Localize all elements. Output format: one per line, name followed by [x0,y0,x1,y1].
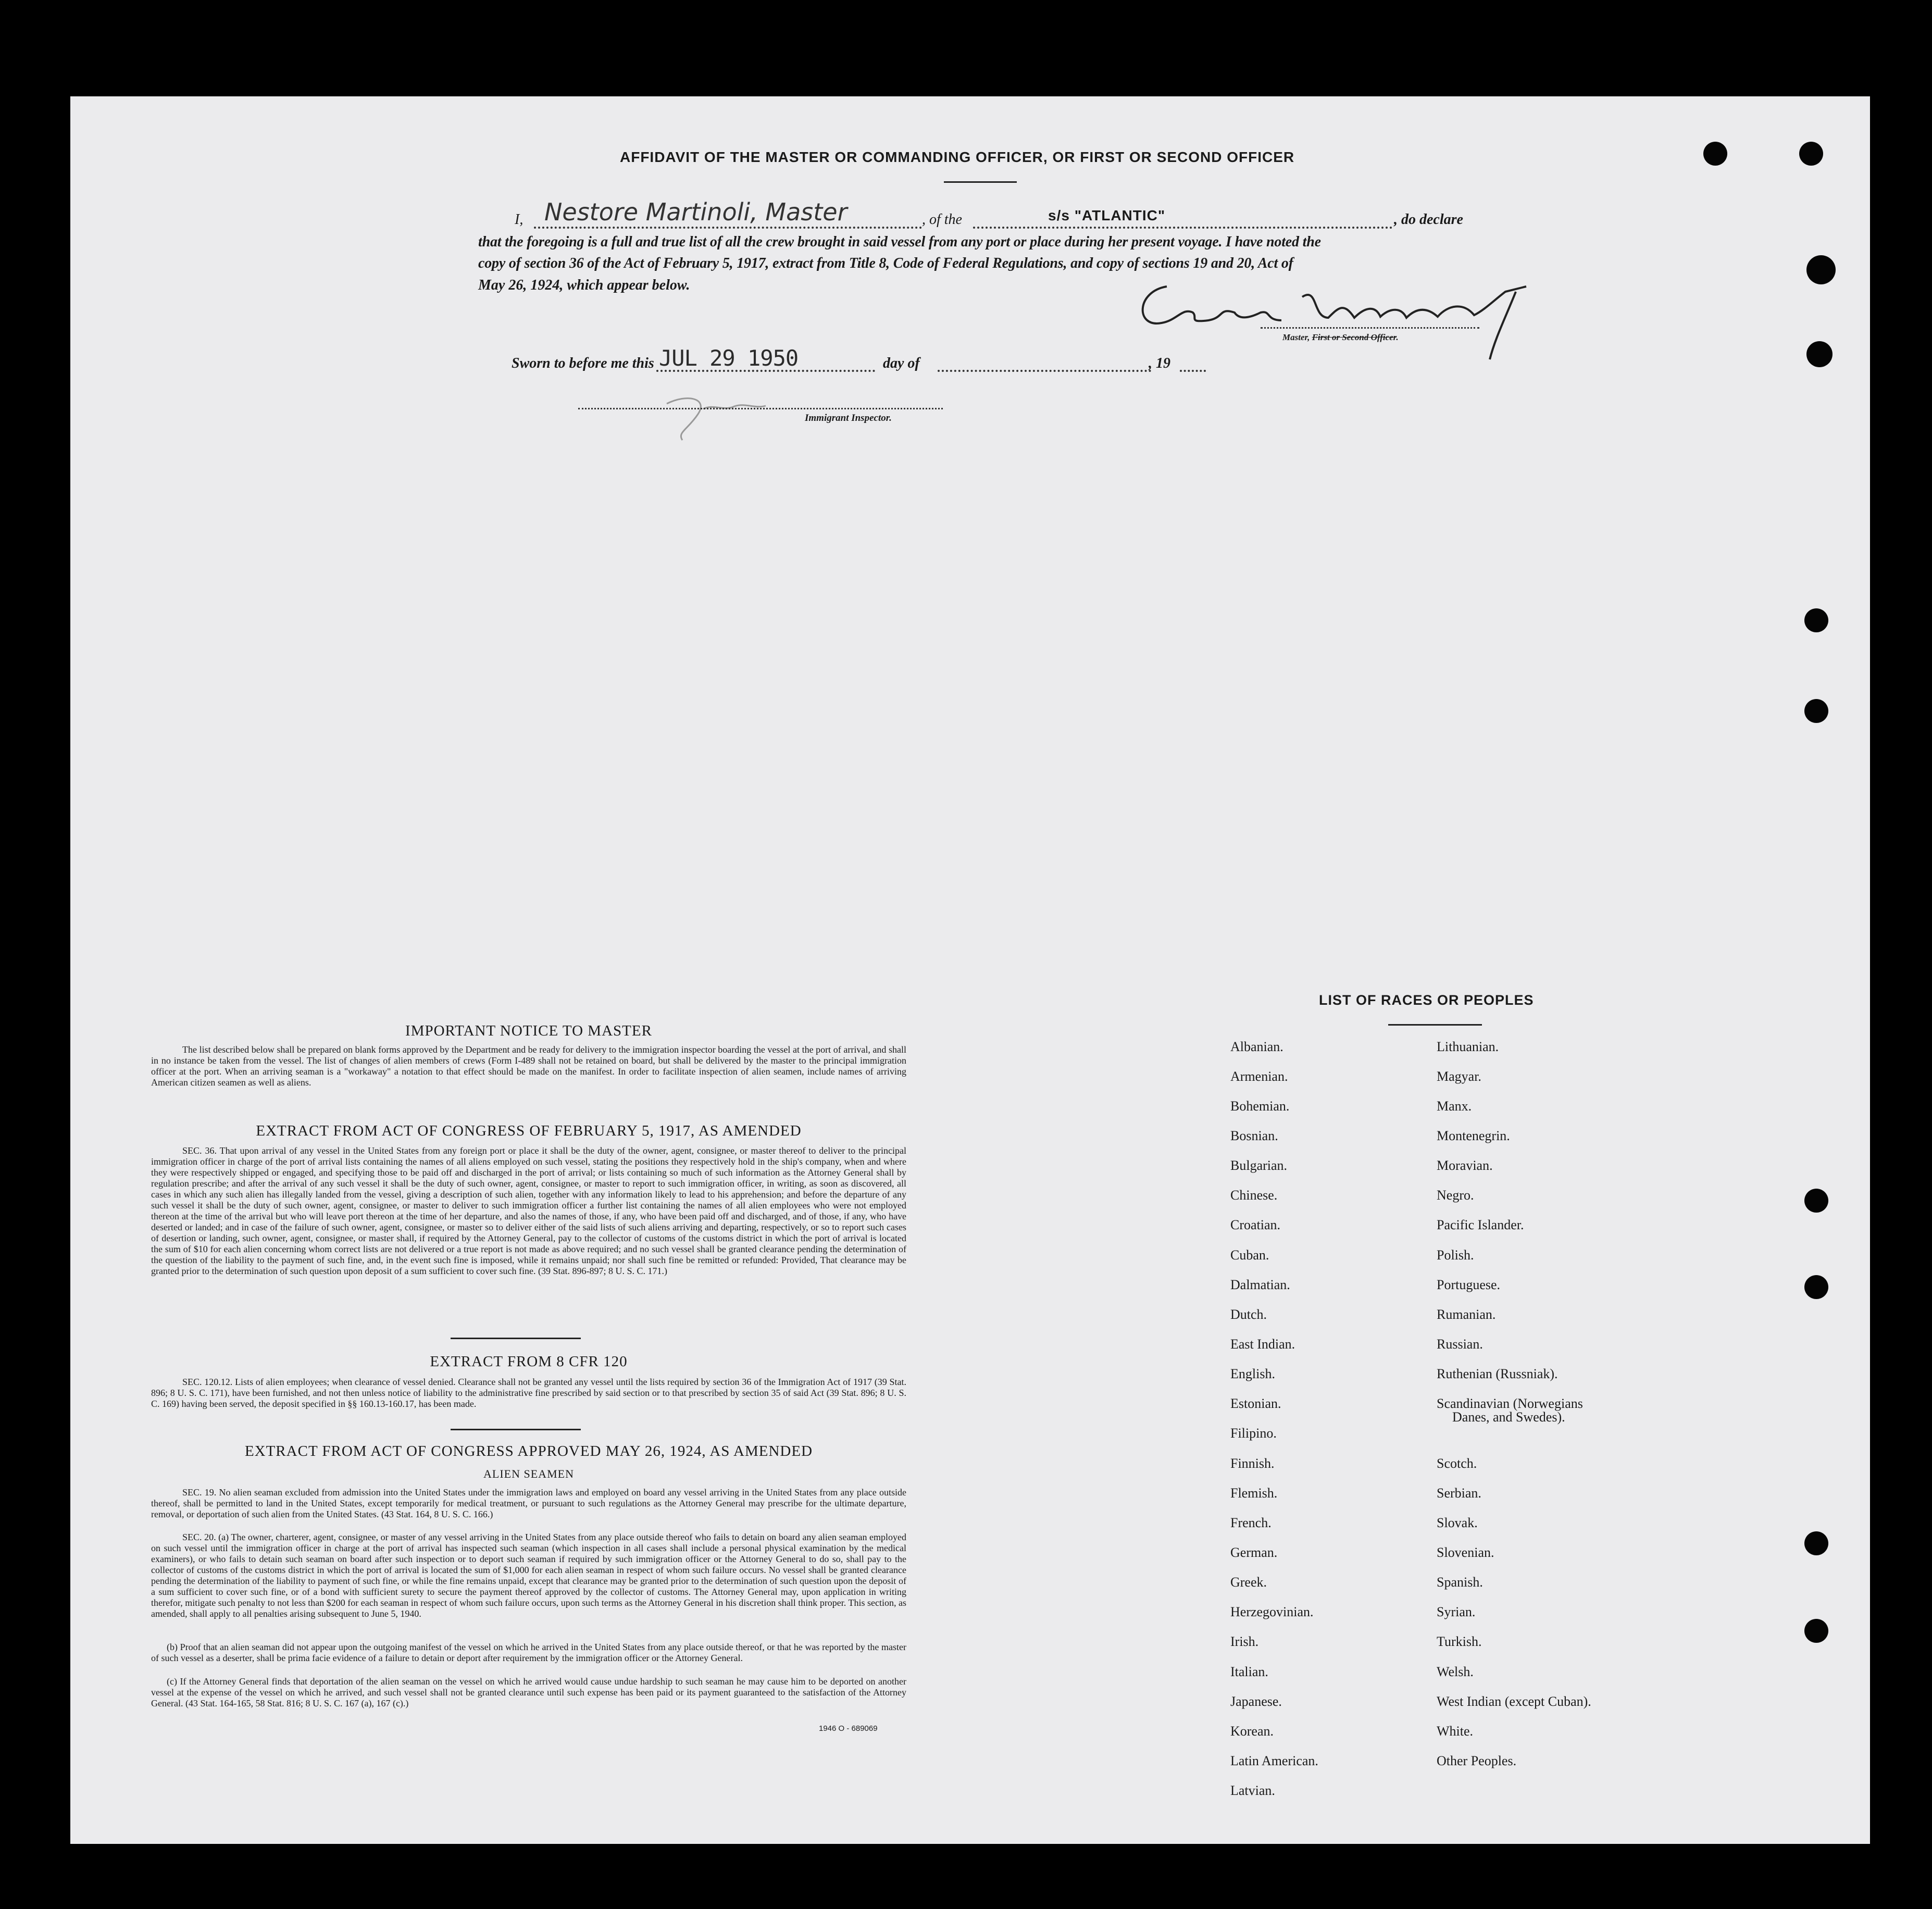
race-item: Turkish. [1437,1634,1482,1649]
punch-hole [1804,1531,1828,1555]
race-item: Scandinavian (Norwegians [1437,1396,1583,1411]
race-item: Ruthenian (Russniak). [1437,1366,1558,1381]
affidavit-line-2: that the foregoing is a full and true list of all the crew brought in said vessel from any port or place during her present voyage. I have noted the [478,234,1321,250]
sworn-date-stamp: JUL 29 1950 [659,345,799,371]
inspector-caption: Immigrant Inspector. [805,413,892,423]
punch-hole [1804,1619,1828,1643]
signer-caption [1282,332,1399,343]
master-signature [1130,271,1547,375]
race-item: Lithuanian. [1437,1039,1499,1054]
affidavit-i-label: I, [515,211,523,228]
race-item: Spanish. [1437,1575,1483,1590]
race-item: Croatian. [1230,1217,1281,1232]
race-item: Albanian. [1230,1039,1283,1054]
race-item: Filipino. [1230,1426,1277,1441]
extract-cfr-title: EXTRACT FROM 8 CFR 120 [430,1353,628,1370]
race-item: Bohemian. [1230,1099,1290,1114]
sworn-label: Sworn to before me this [512,355,654,371]
race-item: White. [1437,1724,1474,1739]
race-item: Welsh. [1437,1664,1474,1679]
notice-title: IMPORTANT NOTICE TO MASTER [405,1022,652,1039]
race-item: Latin American. [1230,1753,1318,1768]
race-item: Scotch. [1437,1456,1477,1471]
of-the-label: , of the [922,211,962,228]
race-item: Armenian. [1230,1069,1288,1084]
year-line [1180,370,1206,372]
extract-1924-title: EXTRACT FROM ACT OF CONGRESS APPROVED MAY 26, 1924, AS AMENDED [244,1443,813,1459]
race-item: Serbian. [1437,1486,1481,1501]
month-line [938,370,1151,372]
punch-hole [1806,341,1833,367]
race-item: Japanese. [1230,1694,1282,1709]
day-of-label: day of [883,355,920,371]
affidavit-title: AFFIDAVIT OF THE MASTER OR COMMANDING OFFICER, OR FIRST OR SECOND OFFICER [620,149,1295,165]
races-right-column [1437,1039,1687,1810]
races-left-column [1230,1039,1439,1810]
punch-hole [1804,608,1828,632]
race-item: Montenegrin. [1437,1128,1510,1143]
signer-caption-end: . [1396,332,1399,342]
title-rule [944,181,1017,183]
punch-hole [1804,1275,1828,1299]
affidavit-line-4: May 26, 1924, which appear below. [478,277,690,293]
race-item: Irish. [1230,1634,1259,1649]
race-item: Chinese. [1230,1188,1278,1203]
master-name: Nestore Martinoli, Master [544,198,847,226]
extract-1917-title: EXTRACT FROM ACT OF CONGRESS OF FEBRUARY 5, 1917, AS AMENDED [256,1122,802,1139]
signature-line [1261,327,1479,329]
race-item: Portuguese. [1437,1277,1501,1292]
race-item: Syrian. [1437,1604,1476,1619]
race-item: English. [1230,1366,1275,1381]
extract-cfr-text: SEC. 120.12. Lists of alien employees; when clearance of vessel denied. Clearance shall not be granted any vessel until the lists required by section 36 of the Immigration Act of 1917 (39 Stat. 896; 8 U. S. C. 171), have been furnished, and not then unless notice of liability to the administrative fine prescribed by said section or to that prescribed by section 35 of said Act (39 Stat. 896; 8 U. S. C. 169) having been served, the deposit specified in §§ 160.13-160.17, has been made. [151,1377,906,1409]
inspector-line [578,408,943,409]
race-item: Herzegovinian. [1230,1604,1314,1619]
affidavit-line-3: copy of section 36 of the Act of February 5, 1917, extract from Title 8, Code of Federal Regulations, and copy of sections 19 and 20, Act of [478,255,1293,271]
year-label: , 19 [1149,355,1170,371]
extract-1924-sec20c: (c) If the Attorney General finds that deportation of the alien seaman on the vessel on which he arrived would cause undue hardship to such seaman he may cause him to be deported on another vessel at the expense of the vessel on which he arrived, and such vessel shall not be granted clearance until such expense has been paid or its payment guaranteed to the satisfaction of the Attorney General. (43 Stat. 164-165, 58 Stat. 816; 8 U. S. C. 167 (a), 167 (c).) [151,1676,906,1708]
race-item: West Indian (except Cuban). [1437,1694,1591,1709]
notice-text: The list described below shall be prepared on blank forms approved by the Department and be ready for delivery to the immigration inspector boarding the vessel at the port of arrival, and shall in no instance be taken from the vessel. The list of changes of alien members of crews (Form I-489 shall not be retained on board, but shall be delivered by the master to the principal immigration officer at the port. When an arriving seaman is a "workaway" a notation to that effect should be made on the manifest. In order to facilitate inspection of alien seamen, include names of arriving American citizen seamen as well as aliens. [151,1044,906,1088]
do-declare-label: , do declare [1394,211,1463,228]
print-code: 1946 O - 689069 [819,1724,878,1733]
punch-hole [1804,1189,1828,1213]
race-item: Cuban. [1230,1247,1269,1263]
inspector-initials [656,383,792,445]
extract-1924-sec20a: SEC. 20. (a) The owner, charterer, agent, consignee, or master of any vessel arriving in the United States from any place outside thereof who fails to detain on board any alien seaman employed on such vessel until the immigration officer in charge at the port of arrival has inspected such seaman (which inspection in all cases shall include a personal physical examination by the medical examiners), or who fails to detain such seaman on board after such inspection or to deport such seaman if required by such immigration officer or the Attorney General to do so, shall pay to the collector of customs of the customs district in which the port of arrival is located the sum of $1,000 for each alien seaman in respect of whom such failure occurs. No vessel shall be granted clearance pending the determination of the liability to payment of such fine, or while the fine remains unpaid, except that clearance may be granted prior to the determination of such question upon the deposit of a sum sufficient to cover such fine, or of a bond with sufficient surety to secure the payment thereof approved by the collector of customs. The Attorney General may, upon application in writing therefor, mitigate such penalty to not less than $200 for each seaman in respect of whom such failure occurs, upon such terms as the Attorney General in his discretion shall think proper. This section, as amended, shall apply to all penalties arising subsequent to June 5, 1940. [151,1532,906,1619]
divider-rule [451,1429,581,1430]
vessel-line [973,227,1392,229]
extract-1924-subtitle: ALIEN SEAMEN [483,1467,574,1480]
race-item: Estonian. [1230,1396,1281,1411]
signer-caption-struck: First or Second Officer [1312,332,1397,342]
race-item: Slovak. [1437,1515,1478,1530]
extract-1917-text: SEC. 36. That upon arrival of any vessel in the United States from any foreign port or place it shall be the duty of the owner, agent, consignee, or master thereof to deliver to the principal immigration officer in charge of the port of arrival lists containing the names of all aliens employed on such vessel, stating the positions they respectively hold in the ship's company, when and where they were respectively shipped or engaged, and specifying those to be paid off and discharged in the port of arrival; or lists containing so much of such information as the Attorney General shall by regulation prescribe; and after the arrival of any such vessel it shall be the duty of such owner, agent, consignee, or master to report to such immigration officer, in writing, as soon as discovered, all cases in which any such alien has illegally landed from the vessel, giving a description of such alien, together with any information likely to lead to his apprehension; and before the departure of any such vessel it shall be the duty of such owner, agent, consignee, or master to deliver to such immigration officer a further list containing the names of all alien employees who were not employed thereon at the time of the arrival but who will leave port thereon at the time of her departure, and also the names of those, if any, who have been paid off and discharged, and of those, if any, who have deserted or landed; and in case of the failure of such owner, agent, consignee, or master so to deliver either of the said lists of such aliens arriving and departing, respectively, or so to report such cases of desertion or landing, such owner, agent, consignee, or master shall, if required by the Attorney General, pay to the collector of customs of the customs district in which the port of arrival is located the sum of $10 for each alien concerning whom correct lists are not delivered or a true report is not made as above required; and no such vessel shall be granted clearance pending the determination of the question of the liability to the payment of such fine, and, in the event such fine is imposed, while it remains unpaid; nor shall such fine be remitted or refunded: Provided, That clearance may be granted prior to the determination of such question upon deposit of a sum sufficient to cover such fine. (39 Stat. 896-897; 8 U. S. C. 171.) [151,1145,906,1276]
race-item: Greek. [1230,1575,1267,1590]
race-item: Bosnian. [1230,1128,1278,1143]
race-item: Moravian. [1437,1158,1493,1173]
divider-rule [451,1338,581,1339]
race-item: Slovenian. [1437,1545,1494,1560]
race-item: Italian. [1230,1664,1268,1679]
race-item: Bulgarian. [1230,1158,1288,1173]
races-title-rule [1388,1024,1482,1026]
race-item: Polish. [1437,1247,1474,1263]
races-title: LIST OF RACES OR PEOPLES [1319,992,1534,1008]
race-item: Magyar. [1437,1069,1481,1084]
race-item: Flemish. [1230,1486,1278,1501]
race-item: Rumanian. [1437,1307,1496,1322]
extract-1924-sec19: SEC. 19. No alien seaman excluded from admission into the United States under the immigration laws and employed on board any vessel arriving in the United States from any place outside thereof, shall be permitted to land in the United States, except temporarily for medical treatment, or pursuant to such regulations as the Attorney General may prescribe for the ultimate departure, removal, or deportation of such alien from the United States. (43 Stat. 164, 8 U. S. C. 166.) [151,1487,906,1519]
punch-hole [1703,142,1727,166]
race-item: German. [1230,1545,1278,1560]
punch-hole [1806,255,1836,284]
race-item: French. [1230,1515,1272,1530]
punch-hole [1804,699,1828,723]
race-item: Korean. [1230,1724,1274,1739]
signer-caption-master: Master, [1282,332,1312,342]
race-item: East Indian. [1230,1337,1295,1352]
race-item: Dutch. [1230,1307,1267,1322]
race-item: Russian. [1437,1337,1483,1352]
race-item: Pacific Islander. [1437,1217,1524,1232]
vessel-name: s/s "ATLANTIC" [1048,207,1166,223]
race-item: Danes, and Swedes). [1452,1409,1565,1425]
race-item: Finnish. [1230,1456,1275,1471]
race-item: Other Peoples. [1437,1753,1517,1768]
race-item: Manx. [1437,1099,1472,1114]
race-item: Latvian. [1230,1783,1275,1798]
extract-1924-sec20b: (b) Proof that an alien seaman did not appear upon the outgoing manifest of the vessel on which he arrived in the United States from any place outside thereof, or that he was reported by the master of such vessel as a deserter, shall be prima facie evidence of a failure to detain or deport after requirement by the immigration officer or the Attorney General. [151,1642,906,1663]
race-item: Dalmatian. [1230,1277,1290,1292]
race-item: Negro. [1437,1188,1474,1203]
punch-hole [1799,142,1823,166]
sworn-date-line [656,370,875,372]
master-name-line [534,227,922,229]
